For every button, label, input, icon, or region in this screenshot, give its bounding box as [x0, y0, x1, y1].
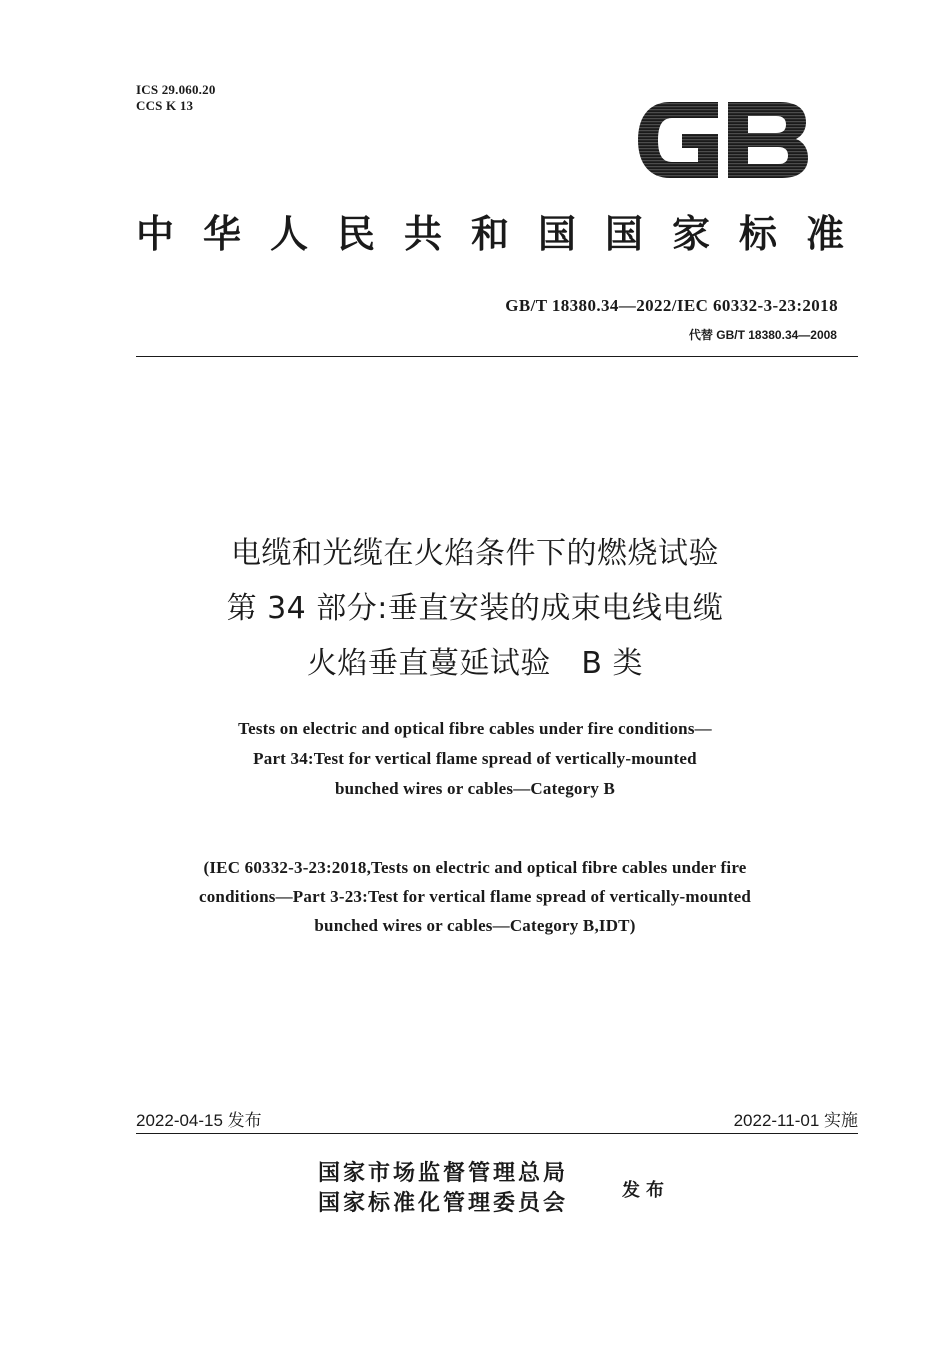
chinese-title-line: 电缆和光缆在火焰条件下的燃烧试验 — [231, 536, 719, 571]
issuer-samr: 国家市场监督管理总局 — [318, 1160, 569, 1186]
iec-reference-line: bunched wires or cables—Category B,IDT) — [314, 916, 636, 935]
english-title-line: Tests on electric and optical fibre cables under fire conditions— — [238, 719, 712, 738]
iec-reference-line: conditions—Part 3-23:Test for vertical flame spread of vertically-mounted — [198, 887, 752, 906]
chinese-title — [75, 526, 875, 691]
replaces-standard: 代替 GB/T 18380.34—2008 — [688, 328, 837, 342]
english-title-line: Part 34:Test for vertical flame spread of vertically-mounted — [253, 749, 697, 768]
ccs-code: CCS K 13 — [136, 98, 194, 113]
national-standard-heading: 中华人民共和国国家标准 — [136, 211, 858, 256]
logo-letter-b — [728, 102, 808, 178]
chinese-title-line: 火焰垂直蔓延试验 B 类 — [306, 646, 644, 681]
issue-date: 2022-04-15 发布 — [136, 1111, 262, 1130]
header-divider — [136, 356, 858, 357]
english-title-line: bunched wires or cables—Category B — [334, 779, 616, 798]
iec-reference-line: (IEC 60332-3-23:2018,Tests on electric and optical fibre cables under fire — [203, 858, 747, 877]
iec-reference — [75, 853, 875, 940]
gb-logo-icon — [632, 96, 812, 184]
issuing-authorities — [318, 1158, 568, 1218]
english-title — [75, 714, 875, 804]
standard-number: GB/T 18380.34—2022/IEC 60332-3-23:2018 — [505, 296, 838, 315]
footer-divider — [136, 1133, 858, 1134]
logo-letter-g — [638, 102, 718, 178]
chinese-title-line: 第 34 部分:垂直安装的成束电线电缆 — [226, 591, 724, 626]
publish-label: 发布 — [622, 1180, 670, 1201]
issuer-sac: 国家标准化管理委员会 — [318, 1190, 569, 1216]
ics-code: ICS 29.060.20 — [136, 82, 216, 97]
classification-codes — [136, 82, 216, 114]
implementation-date: 2022-11-01 实施 — [733, 1111, 858, 1130]
